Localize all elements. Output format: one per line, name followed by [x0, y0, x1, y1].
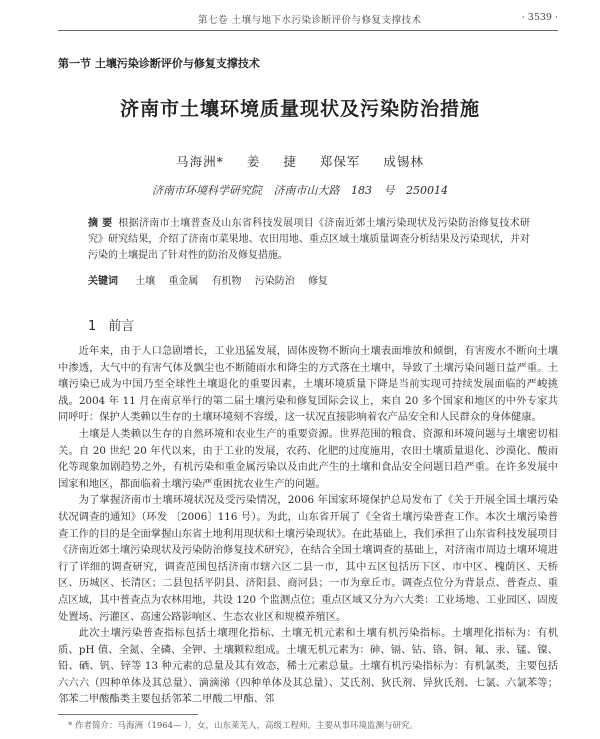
paragraph: 此次土壤污染普查指标包括土壤理化指标、土壤无机元素和土壤有机污染指标。土壤理化指标为：有机质、pH 值、全氮、全磷、全钾、土壤颗粒组成。土壤无机元素为：砷、镉、钴、铬、铜、氟、汞、锰、镍、铅、硒、钒、锌等 13 种元素的总量及其有效态，稀土元素总量。土壤有机污染指标为：有机氯类，主要包括六六六（四种单体及其总量）、滴滴涕（四种单体及其总量）、艾氏剂、狄氏剂、异狄氏剂、七氯、六氯苯等；邻苯二甲酸酯类主要包括邻苯二甲酸二甲酯、邻	[58, 627, 558, 706]
section-title: 前言	[108, 319, 135, 334]
keyword: 有机物	[211, 276, 242, 287]
keywords	[88, 272, 530, 287]
affiliation: 济南市环境科学研究院 济南市山大路 183 号 250014	[152, 184, 448, 197]
paragraph: 土壤是人类赖以生存的自然环境和农业生产的重要资源。世界范围的粮食、资源和环境问题与土壤密切相关。自 20 世纪 20 年代以来，由于工业的发展，农药、化肥的过度施用，农田土壤质量退化、沙漠化、酸雨化等现象加剧趋势之外，有机污染和重金属污染以及由此产生的土壤和食品安全问题日趋严重。在许多发展中国家和地区，都面临着土壤污染严重困扰农业生产的问题。	[58, 427, 558, 490]
header-divider	[58, 30, 558, 31]
keyword: 土壤	[135, 276, 156, 287]
section-number: 1	[88, 319, 97, 334]
body-text	[58, 343, 558, 708]
paragraph: 为了掌握济南市土壤环境状况及受污染情况，2006 年国家环境保护总局发布了《关于开展全国土壤污染状况调查的通知》（环发 〔2006〕116 号）。为此，山东省开展了《全省土壤污染普查工作。本次土壤污染普查工作的目的是全面掌握山东省土地利用现状和土壤污染现状》。在此基础上，我们承担了山东省科技发展项目《济南近郊土壤污染现状及污染防治修复技术研究》，在结合全国土壤调查的基础上，对济南市周边土壤环境进行了详细的调查研究，调查范围包括济南市辖六区二县一市，其中五区包括历下区、市中区、槐荫区、天桥区、历城区、长清区；二县包括平阴县、济阳县、商河县；一市为章丘市。调查点位分为背景点、普查点、重点区域，其中普查点为农林用地，共设 120 个监测点位；重点区域又分为六大类：工业场地、工业园区、固废处置场、污灌区、高速公路影响区、生态农业区和规模养殖区。	[58, 494, 558, 623]
article-title: 济南市土壤环境质量现状及污染防治措施	[119, 98, 480, 120]
abstract	[88, 216, 530, 264]
abstract-text: 根据济南市土壤普查及山东省科技发展项目《济南近郊土壤污染现状及污染防治修复技术研究》研究结果，介绍了济南市菜果地、农田用地、重点区域土壤质量调查分析结果及污染现状，并对污染的土壤提出了针对性的防治及修复措施。	[88, 218, 531, 261]
keywords-label: 关键词	[88, 276, 118, 287]
footnote-divider	[58, 714, 198, 715]
page-number: · 3539 ·	[521, 12, 558, 23]
authors: 马海洲* 姜 捷 郑保军 成锡林	[176, 154, 424, 169]
footnote: * 作者简介：马海洲（1964— ），女，山东莱芜人，高级工程师，主要从事环境监测与研究。	[68, 721, 419, 731]
journal-title: 第七卷 土壤与地下水污染诊断评价与修复支撑技术	[198, 15, 422, 26]
keyword: 修复	[307, 276, 328, 287]
running-header	[58, 12, 558, 28]
paragraph: 近年来，由于人口急剧增长，工业迅猛发展，固体废物不断向土壤表面堆放和倾倒，有害废水不断向土壤中渗透，大气中的有害气体及飘尘也不断随雨水和降尘的方式落在土壤中，导致了土壤污染问题日益严重。土壤污染已成为中国乃至全球性土壤退化的重要因素，土壤环境质量下降是当前实现可持续发展面临的严峻挑战。2004 年 11 月在南京举行的第二届土壤污染和修复国际会议上，来自 20 多个国家和地区的中外专家共同呼吁：保护人类赖以生存的土壤环境刻不容缓，这一状况直接影响着农产品安全和人民群众的身体健康。	[58, 345, 558, 424]
keyword: 重金属	[168, 276, 199, 287]
section-label: 第一节 土壤污染诊断评价与修复支撑技术	[58, 57, 260, 70]
keyword: 污染防治	[254, 276, 295, 287]
section-heading	[88, 315, 134, 334]
abstract-label: 摘 要	[88, 218, 113, 229]
